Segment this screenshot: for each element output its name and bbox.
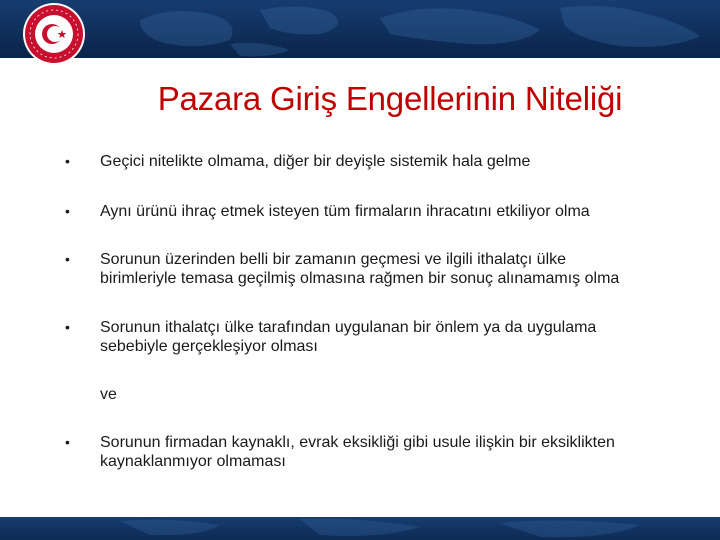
bullet-marker: • — [65, 434, 70, 450]
bullet-text-line: sebebiyle gerçekleşiyor olması — [100, 338, 318, 355]
connector-text: ve — [100, 386, 117, 403]
bullet-marker: • — [65, 319, 70, 335]
bullet-text: Aynı ürünü ihraç etmek isteyen tüm firmaların ihracatını etkiliyor olma — [100, 203, 590, 220]
bullet-text-line: birimleriyle temasa geçilmiş olmasına rağmen bir sonuç alınamamış olma — [100, 270, 620, 287]
bullet-text: Geçici nitelikte olmama, diğer bir deyişle sistemik hala gelme — [100, 153, 531, 170]
bullet-text-line: Sorunun üzerinden belli bir zamanın geçmesi ve ilgili ithalatçı ülke — [100, 251, 567, 268]
bullet-marker: • — [65, 153, 70, 169]
bullet-text-line: kaynaklanmıyor olmaması — [100, 453, 286, 470]
bullet-marker: • — [65, 251, 70, 267]
bullet-text-line: Sorunun firmadan kaynaklı, evrak eksikliği gibi usule ilişkin bir eksiklikten — [100, 434, 615, 451]
slide-title: Pazara Giriş Engellerinin Niteliği — [157, 80, 623, 117]
bullet-marker: • — [65, 203, 70, 219]
world-map-icon — [0, 517, 720, 540]
bullet-text-line: Sorunun ithalatçı ülke tarafından uygulanan bir önlem ya da uygulama — [100, 319, 597, 336]
bottom-banner — [0, 517, 720, 540]
